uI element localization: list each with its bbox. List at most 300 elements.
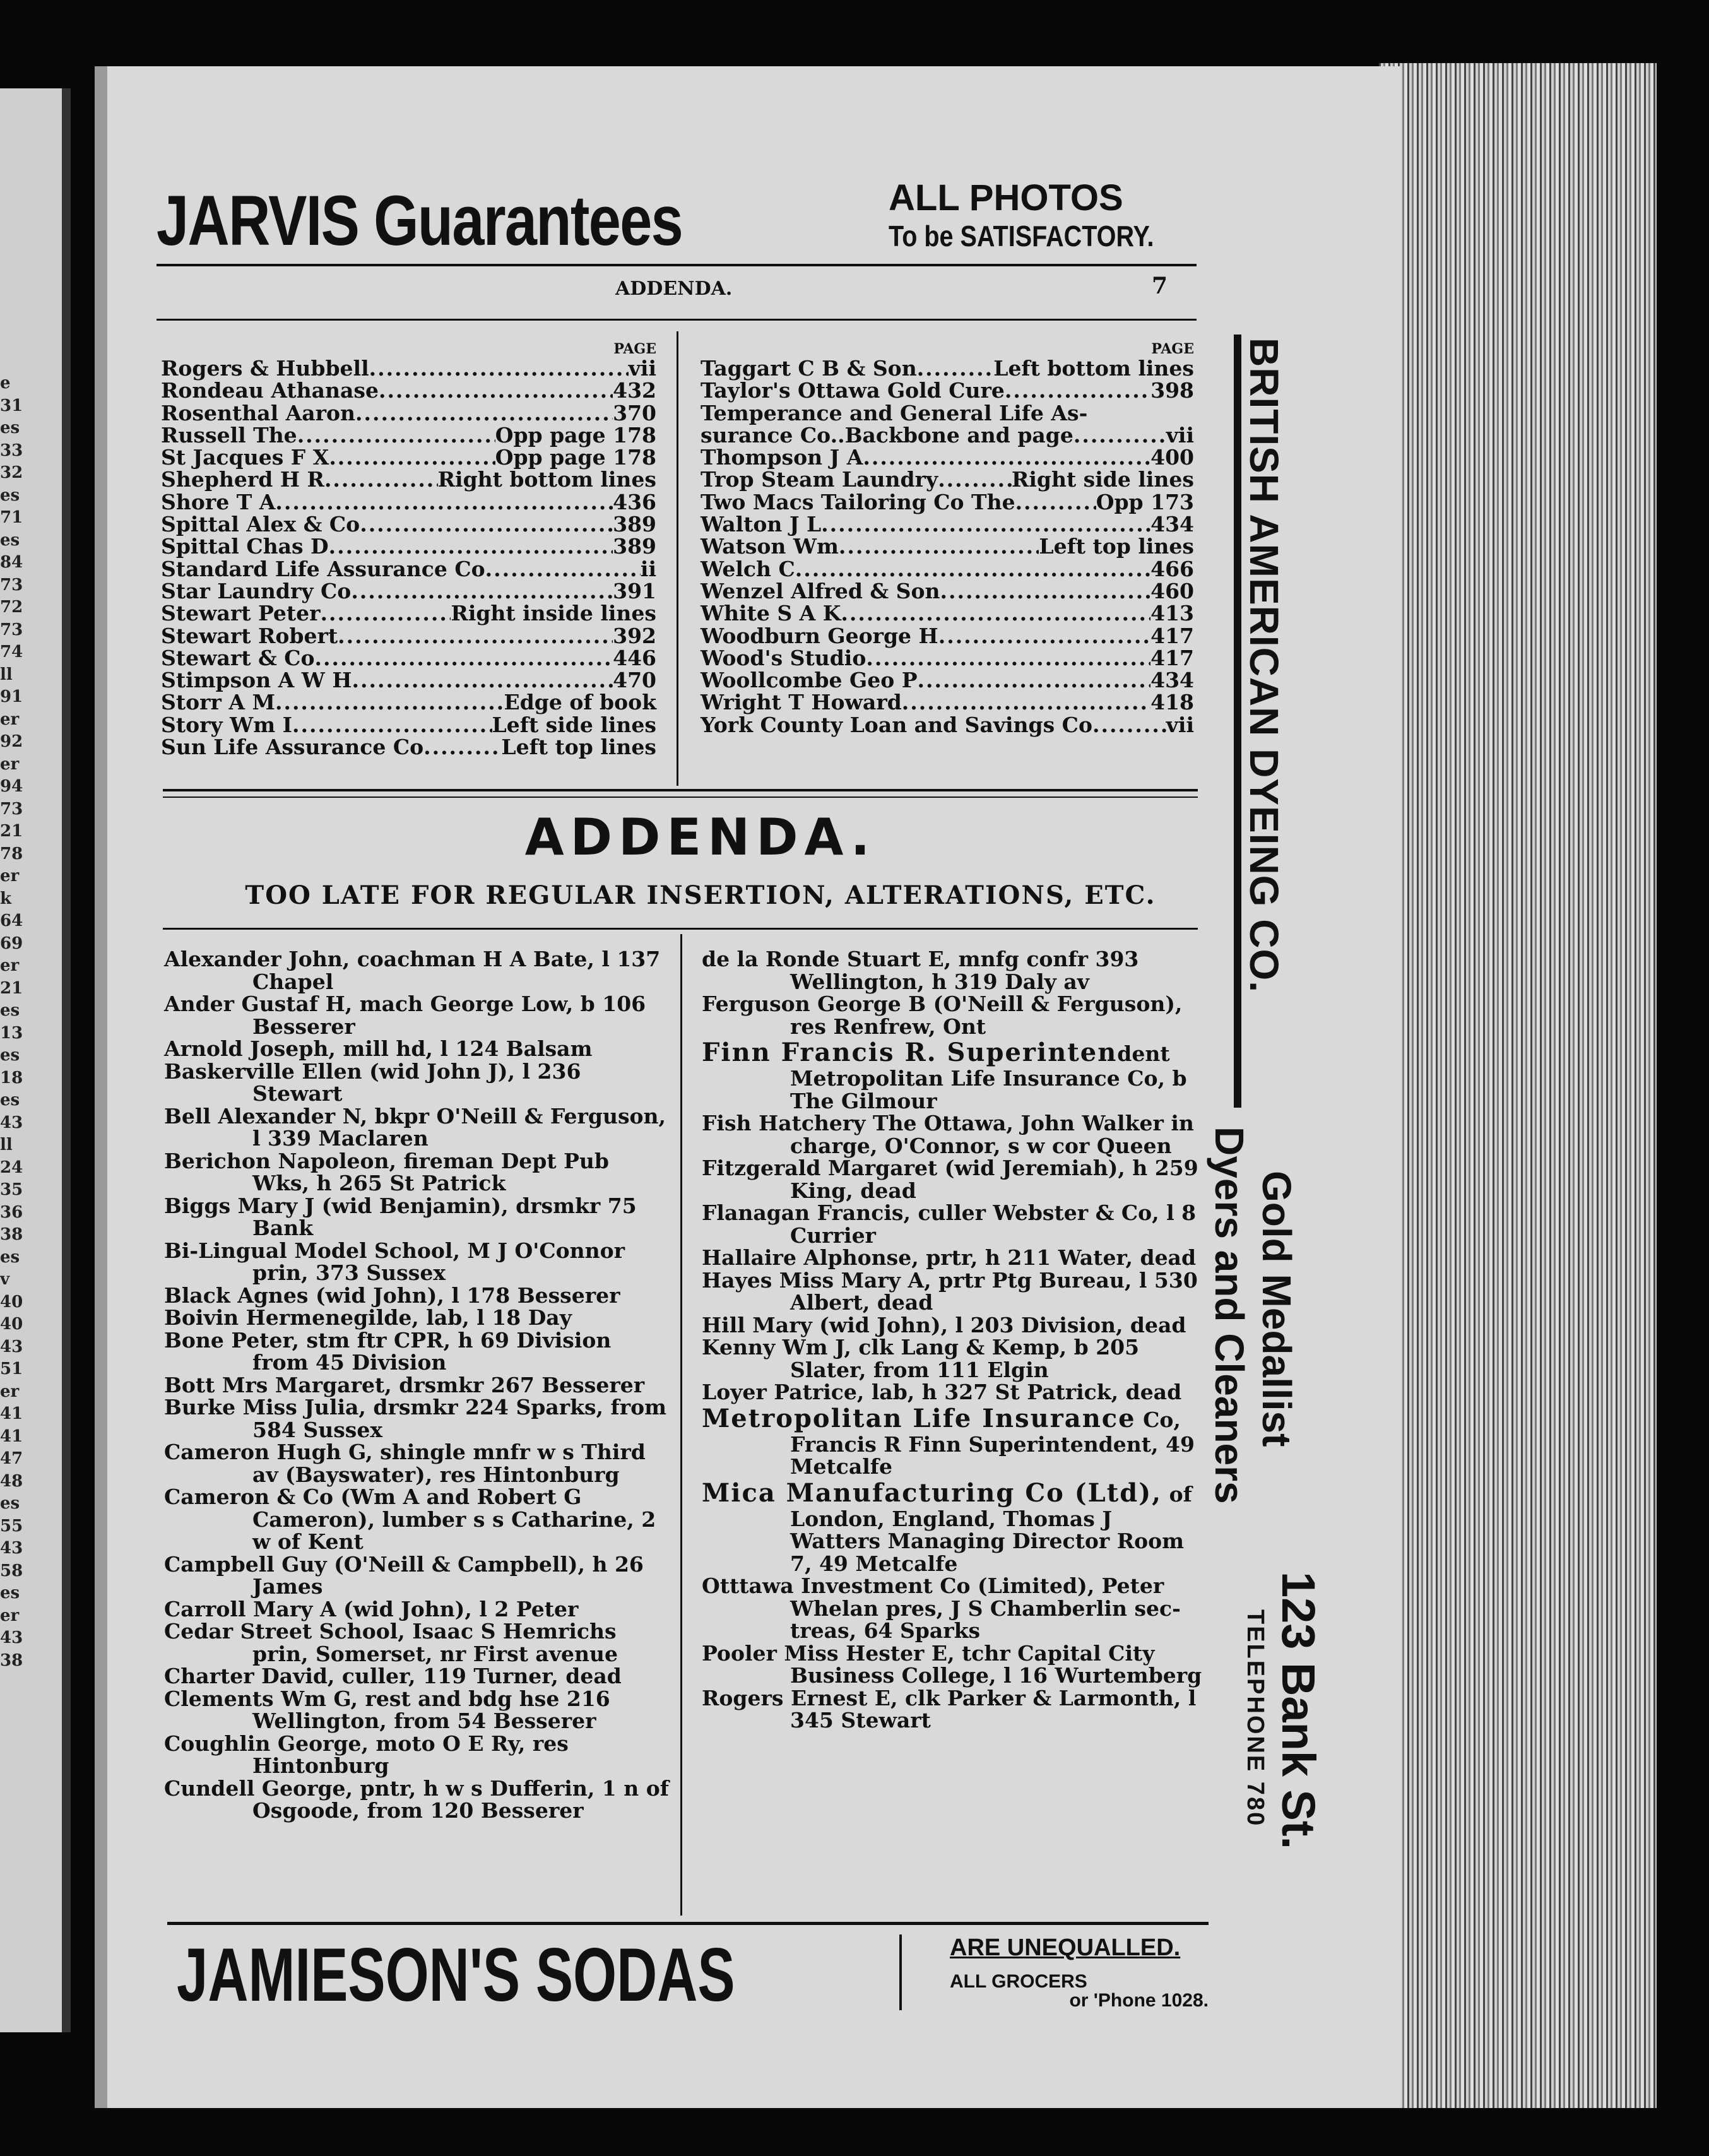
index-name: surance Co..Backbone and page (701, 422, 1073, 447)
index-leader-dots (275, 491, 613, 513)
left-page-fragment-line: k (0, 889, 12, 908)
index-name: York County Loan and Savings Co (701, 712, 1092, 737)
index-page: 432 (613, 378, 656, 403)
addenda-entry: Alexander John, coachman H A Bate, l 137 Chapel (164, 947, 661, 994)
addenda-subheading: TOO LATE FOR REGULAR INSERTION, ALTERATIONS, ETC. (245, 880, 1156, 910)
index-row (161, 402, 656, 424)
index-leader-dots (321, 602, 451, 624)
addenda-rule (163, 928, 1198, 930)
index-leader-dots (338, 625, 613, 647)
index-leader-dots (866, 647, 1150, 669)
addenda-entry-detail: prtr, h 211 Water, dead (918, 1245, 1197, 1270)
addenda-entry: Clements Wm G, rest and bdg hse 216 Wellington, from 54 Besserer (164, 1686, 610, 1733)
addenda-entry-name: Otttawa Investment Co (702, 1573, 971, 1598)
addenda-entry-name: Flanagan Francis, (702, 1200, 911, 1225)
left-page-fragment-line: er (0, 709, 20, 729)
side-ad-telephone: TELEPHONE 780 (1242, 1609, 1268, 1828)
left-page-fragment-line: 21 (0, 822, 23, 841)
addenda-entry: Bell Alexander N, bkpr O'Neill & Ferguson, l 339 Maclaren (164, 1103, 666, 1151)
index-row (701, 491, 1194, 513)
left-page-fragment-line: 73 (0, 620, 23, 639)
left-page-fragment-line: 18 (0, 1068, 23, 1087)
index-page: 391 (613, 578, 656, 603)
left-page-fragment-line: 55 (0, 1516, 23, 1536)
index-page: 417 (1150, 623, 1194, 648)
left-page-fragment-line: ll (0, 1135, 13, 1154)
left-page-fragment-line: 41 (0, 1426, 23, 1446)
left-page-fragment-line: er (0, 956, 20, 975)
left-page-fragment-line: 92 (0, 732, 23, 751)
left-page-fragment-line: 36 (0, 1202, 23, 1222)
index-row (701, 446, 1194, 468)
addenda-entry-detail: clk Parker & Larmonth, l 345 Stewart (790, 1685, 1197, 1732)
index-name: St Jacques F X (161, 445, 329, 470)
index-name: Wood's Studio (701, 645, 866, 670)
index-page: 446 (613, 645, 656, 670)
index-page: 434 (1150, 512, 1194, 537)
index-leader-dots (1092, 714, 1166, 736)
side-ad-dyers: Dyers and Cleaners (1207, 1127, 1252, 1504)
header-rule (157, 264, 1197, 266)
addenda-column-divider (680, 934, 682, 1916)
left-page-fragment-line: 31 (0, 396, 23, 415)
index-row (161, 424, 656, 446)
index-leader-dots (917, 357, 994, 379)
addenda-entry-name: Metropolitan Life Insurance (702, 1403, 1136, 1433)
left-page-fragment-line: 73 (0, 799, 23, 819)
page-stack-edge (1379, 63, 1657, 2108)
addenda-left-column (164, 948, 669, 1822)
addenda-entry (702, 1247, 1207, 1269)
addenda-entry: Bott Mrs Margaret, drsmkr 267 Besserer (164, 1372, 645, 1397)
index-row (161, 647, 656, 669)
index-row (161, 580, 656, 602)
addenda-entry-name: Loyer Patrice, (702, 1380, 865, 1404)
index-page: 470 (613, 668, 656, 693)
index-leader-dots (485, 558, 641, 580)
addenda-entry: Baskerville Ellen (wid John J), l 236 Stewart (164, 1058, 581, 1106)
book-edge-shadow (1657, 50, 1709, 2133)
index-name: Taggart C B & Son (701, 356, 917, 381)
left-page-fragment (0, 372, 25, 1672)
index-page: Right inside lines (451, 601, 656, 626)
index-bottom-rule (163, 789, 1198, 791)
addenda-entry: Boivin Hermenegilde, lab, l 18 Day (164, 1305, 572, 1330)
left-page-fragment-line: v (0, 1270, 10, 1289)
index-name: Thompson J A (701, 445, 863, 470)
addenda-entry (702, 1336, 1207, 1381)
left-page-fragment-line: 72 (0, 598, 23, 617)
addenda-entry: Coughlin George, moto O E Ry, res Hintonburg (164, 1731, 569, 1778)
index-name: White S A K (701, 601, 841, 626)
index-name: Wenzel Alfred & Son (701, 578, 940, 603)
index-row (161, 357, 656, 379)
left-page-fragment-line: 91 (0, 687, 23, 706)
index-name: Shore T A (161, 489, 276, 514)
addenda-entry-detail: mnfg confr 393 Wellington, h 319 Daly av (790, 947, 1139, 994)
addenda-entry-detail: lab, h 327 St Patrick, dead (864, 1380, 1182, 1404)
index-page: 370 (613, 400, 656, 425)
index-leader-dots (324, 468, 438, 490)
footer-ad-line1: ARE UNEQUALLED. (950, 1934, 1181, 1961)
addenda-entry-detail: (wid John), l 203 Division, dead (812, 1312, 1186, 1337)
index-leader-dots (940, 580, 1151, 602)
index-page: 389 (613, 534, 656, 559)
addenda-entry: Cedar Street School, Isaac S Hemrichs prin, Somerset, nr First avenue (164, 1619, 618, 1666)
index-row (701, 513, 1194, 535)
left-page-fragment-line: es (0, 1494, 20, 1513)
index-page: 400 (1150, 445, 1194, 470)
footer-ad-line2: ALL GROCERS (950, 1971, 1087, 1992)
index-page: 398 (1150, 378, 1194, 403)
addenda-entry: Black Agnes (wid John), l 178 Besserer (164, 1282, 620, 1308)
left-page-fragment-line: 38 (0, 1225, 23, 1244)
index-leader-dots (938, 468, 1012, 490)
index-leader-dots (292, 714, 492, 736)
index-row (161, 558, 656, 580)
index-page: ii (640, 556, 656, 581)
addenda-entry-detail: clk Lang & Kemp, b 205 Slater, from 111 Elgin (790, 1335, 1140, 1382)
addenda-entry-detail: prtr Ptg Bureau, l 530 Albert, dead (790, 1267, 1198, 1315)
addenda-entry: Ander Gustaf H, mach George Low, b 106 Besserer (164, 992, 646, 1039)
page-gutter (95, 66, 107, 2108)
index-name: Storr A M (161, 690, 275, 715)
index-page: vii (1166, 422, 1194, 447)
index-leader-dots (821, 513, 1150, 535)
running-head-title: ADDENDA. (615, 278, 733, 300)
addenda-entry-name: Hayes Miss Mary A, (702, 1267, 931, 1293)
index-page: Left top lines (1039, 534, 1194, 559)
index-leader-dots (379, 379, 613, 401)
index-name: Two Macs Tailoring Co The (701, 489, 1015, 514)
index-row (161, 625, 656, 647)
index-leader-dots (938, 625, 1150, 647)
index-name: Woollcombe Geo P (701, 668, 918, 693)
index-page: vii (1166, 712, 1194, 737)
left-page-fragment-line: e (0, 374, 11, 393)
index-leader-dots (918, 669, 1151, 691)
addenda-entry: Cameron & Co (Wm A and Robert G Cameron), lumber s s Catharine, 2 w of Kent (164, 1484, 656, 1554)
index-name: Spittal Chas D (161, 534, 329, 559)
left-page-fragment-line: 84 (0, 553, 23, 572)
index-page: Left top lines (501, 735, 656, 760)
index-leader-dots (355, 402, 613, 424)
left-page-fragment-line: es (0, 485, 20, 505)
left-page-fragment-line: 40 (0, 1292, 23, 1312)
left-page-fragment-line: 47 (0, 1449, 23, 1468)
left-page-fragment-line: 43 (0, 1337, 23, 1356)
left-page-fragment-line: 69 (0, 933, 23, 953)
addenda-entry-name: Hallaire Alphonse, (702, 1245, 919, 1270)
index-name: Story Wm I (161, 712, 293, 737)
index-row (701, 357, 1194, 379)
left-page-fragment-line: es (0, 530, 20, 550)
left-page-fragment-line: 41 (0, 1404, 23, 1423)
addenda-entry: Carroll Mary A (wid John), l 2 Peter (164, 1596, 579, 1621)
left-page-fragment-line: 43 (0, 1113, 23, 1132)
left-page-fragment-line: er (0, 1606, 20, 1625)
index-leader-dots (352, 669, 613, 691)
addenda-entry-detail: tchr Capital City Business College, l 16 Wurtemberg (790, 1640, 1202, 1688)
addenda-entry: Biggs Mary J (wid Benjamin), drsmkr 75 Bank (164, 1193, 637, 1240)
index-page: Edge of book (504, 690, 656, 715)
footer-ad-divider (899, 1934, 902, 2010)
index-leader-dots (369, 357, 629, 379)
addenda-entry-detail: (O'Neill & Ferguson), res Renfrew, Ont (790, 992, 1183, 1039)
addenda-entry-name: Ferguson George B (702, 992, 926, 1016)
index-row (701, 625, 1194, 647)
footer-rule (167, 1922, 1209, 1925)
addenda-entry (702, 1112, 1207, 1157)
index-row (701, 580, 1194, 602)
index-leader-dots (315, 647, 613, 669)
index-name: Rogers & Hubbell (161, 356, 369, 381)
index-name: Shepherd H R (161, 467, 324, 492)
index-row (161, 379, 656, 401)
index-page: vii (628, 356, 656, 381)
index-leader-dots (297, 424, 495, 446)
left-page-fragment-line: es (0, 1247, 20, 1267)
index-row (701, 535, 1194, 557)
addenda-entry (702, 1642, 1207, 1687)
left-page-fragment-line: es (0, 1046, 20, 1065)
addenda-entry (702, 1575, 1207, 1642)
addenda-entry-detail: (wid Jeremiah), h 259 King, dead (790, 1156, 1198, 1203)
index-row (161, 602, 656, 624)
index-name: Standard Life Assurance Co (161, 556, 485, 581)
index-leader-dots (841, 602, 1150, 624)
index-name: Rosenthal Aaron (161, 400, 356, 425)
left-page-fragment-line: 58 (0, 1561, 23, 1580)
index-row (161, 446, 656, 468)
index-column-divider (677, 331, 678, 786)
index-leader-dots (795, 558, 1150, 580)
index-leader-dots (351, 580, 613, 602)
index-row (161, 691, 656, 713)
addenda-entry (702, 1269, 1207, 1314)
index-leader-dots (1073, 424, 1166, 446)
addenda-entry (702, 1404, 1207, 1478)
page-number: 7 (1152, 273, 1168, 299)
left-page-fragment-line: 40 (0, 1315, 23, 1334)
index-leader-dots (329, 446, 495, 468)
left-page-fragment-line: er (0, 1382, 20, 1401)
addenda-entry-name: Kenny Wm J, (702, 1335, 851, 1359)
left-page-fragment-line: 13 (0, 1023, 23, 1043)
header-ad-line1: ALL PHOTOS (889, 177, 1123, 218)
index-row (161, 669, 656, 691)
index-page: 434 (1150, 668, 1194, 693)
left-page-fragment-line: er (0, 867, 20, 886)
index-page: 392 (613, 623, 656, 648)
addenda-entry-detail: culler Webster & Co, l 8 Currier (790, 1200, 1197, 1248)
index-page: Left side lines (492, 712, 656, 737)
addenda-entry (702, 1381, 1207, 1404)
side-ad-bank-street: 123 Bank St. (1272, 1572, 1325, 1850)
addenda-entry: Charter David, culler, 119 Turner, dead (164, 1664, 622, 1688)
index-page: Left bottom lines (993, 356, 1194, 381)
index-name: Temperance and General Life As- (701, 400, 1088, 425)
addenda-entry-name: Finn Francis R. Superinten (702, 1038, 1118, 1067)
addenda-entry: Arnold Joseph, mill hd, l 124 Balsam (164, 1036, 593, 1061)
header-advertisement (157, 161, 1198, 265)
footer-ad-grocers (950, 1972, 1209, 2010)
index-leader-dots (902, 691, 1150, 713)
index-row (161, 535, 656, 557)
addenda-entry: Cundell George, pntr, h w s Dufferin, 1 n of Osgoode, from 120 Besserer (164, 1775, 669, 1823)
side-ad-dyeing: BRITISH AMERICAN DYEING CO. (1241, 338, 1287, 993)
left-page-fragment-line: 38 (0, 1650, 23, 1670)
index-name: Woodburn George H (701, 623, 938, 648)
index-leader-dots (360, 513, 613, 535)
addenda-entry-name: Fitzgerald Margaret (702, 1156, 938, 1180)
addenda-entry: Cameron Hugh G, shingle mnfr w s Third av (Bayswater), res Hintonburg (164, 1440, 646, 1487)
index-row (161, 468, 656, 490)
left-page-fragment-line: es (0, 1584, 20, 1602)
index-left-column (161, 341, 656, 758)
index-name: Star Laundry Co (161, 578, 352, 603)
index-row (701, 647, 1194, 669)
index-row (161, 513, 656, 535)
left-page-fragment-line: 43 (0, 1628, 23, 1647)
left-page-fragment-line: 21 (0, 978, 23, 998)
addenda-entry (702, 1687, 1207, 1732)
addenda-entry (702, 1202, 1207, 1247)
addenda-entry-name: Rogers Ernest E, (702, 1685, 898, 1710)
index-name: Welch C (701, 556, 795, 581)
side-ad-bar (1234, 335, 1241, 1108)
index-leader-dots (839, 535, 1039, 557)
index-page: Opp page 178 (495, 445, 656, 470)
addenda-entry-name: Fish Hatchery The Ottawa, (702, 1111, 1014, 1135)
addenda-entry (702, 993, 1207, 1038)
index-row (701, 468, 1194, 490)
index-page: 413 (1150, 601, 1194, 626)
index-leader-dots (275, 691, 504, 713)
left-page-fragment-line: ll (0, 665, 13, 684)
index-row (701, 424, 1194, 446)
index-row (701, 602, 1194, 624)
left-page-fragment-line: 94 (0, 777, 23, 796)
index-name: Stewart Robert (161, 623, 338, 648)
index-row (701, 669, 1194, 691)
addenda-entry (702, 1314, 1207, 1337)
index-leader-dots (1015, 491, 1096, 513)
addenda-entry-name: Pooler Miss Hester E, (702, 1640, 955, 1666)
index-page: Right side lines (1011, 467, 1194, 492)
left-page-fragment-line: 78 (0, 844, 23, 863)
index-bottom-rule-thin (163, 797, 1198, 798)
addenda-entry-detail: dent Metropolitan Life Insurance Co, b The Gilmour (790, 1041, 1187, 1113)
index-row (161, 736, 656, 758)
addenda-entry: Burke Miss Julia, drsmkr 224 Sparks, from 584 Sussex (164, 1395, 667, 1442)
addenda-entry: Campbell Guy (O'Neill & Campbell), h 26 James (164, 1551, 644, 1599)
index-row (701, 379, 1194, 401)
index-name: Stewart Peter (161, 601, 321, 626)
left-page-fragment-line: 74 (0, 643, 23, 661)
index-row (161, 714, 656, 736)
left-page-edge (0, 88, 71, 2032)
page-column-label: PAGE (613, 341, 656, 357)
addenda-entry (702, 948, 1207, 993)
running-head-rule (157, 319, 1197, 321)
index-row (161, 491, 656, 513)
addenda-entry (702, 1038, 1207, 1112)
left-page-gutter (62, 88, 71, 2032)
addenda-entry-detail: John Walker in charge, O'Connor, s w cor Queen (790, 1111, 1194, 1158)
footer-ad-main: JAMIESON'S SODAS (177, 1933, 735, 2017)
index-leader-dots (423, 736, 501, 758)
index-name: Spittal Alex & Co (161, 512, 360, 537)
left-page-fragment-line: es (0, 1001, 20, 1020)
left-page-fragment-line: 32 (0, 463, 23, 482)
index-name: Stewart & Co (161, 645, 315, 670)
index-page: Right bottom lines (437, 467, 656, 492)
addenda-entry-detail: Co, Francis R Finn Superintendent, 49 Metcalfe (790, 1407, 1195, 1479)
index-page: 417 (1150, 645, 1194, 670)
page-column-label-right: PAGE (1151, 341, 1194, 357)
addenda-right-column (702, 948, 1207, 1732)
addenda-entry-detail: of London, England, Thomas J Watters Managing Director Room 7, 49 Metcalfe (790, 1481, 1192, 1576)
index-page: 418 (1150, 690, 1194, 715)
index-leader-dots (1005, 379, 1150, 401)
left-page-fragment-line: 24 (0, 1158, 23, 1177)
addenda-entry-name: de la Ronde Stuart E, (702, 947, 952, 971)
index-name: Rondeau Athanase (161, 378, 379, 403)
addenda-entry-detail: (Limited), Peter Whelan pres, J S Chamberlin sec-treas, 64 Sparks (790, 1573, 1181, 1643)
index-name: Russell The (161, 422, 297, 447)
index-row (701, 714, 1194, 736)
left-page-fragment-line: es (0, 1091, 20, 1110)
left-page-fragment-line: 71 (0, 508, 23, 527)
left-page-fragment-line: 48 (0, 1471, 23, 1491)
addenda-entry (702, 1478, 1207, 1575)
index-name: Taylor's Ottawa Gold Cure (701, 378, 1005, 403)
left-page-fragment-line: 73 (0, 575, 23, 595)
left-page-fragment-line: er (0, 754, 20, 774)
side-ad-gold-medallist: Gold Medallist (1254, 1171, 1299, 1447)
index-name: Watson Wm (701, 534, 839, 559)
left-page-fragment-line: 51 (0, 1359, 23, 1378)
left-page-fragment-line: 43 (0, 1539, 23, 1558)
addenda-entry (702, 1157, 1207, 1202)
index-page: 460 (1150, 578, 1194, 603)
left-page-fragment-line: 35 (0, 1180, 23, 1199)
addenda-heading: ADDENDA. (524, 808, 877, 867)
addenda-entry: Bi-Lingual Model School, M J O'Connor prin, 373 Sussex (164, 1238, 625, 1285)
index-row (701, 558, 1194, 580)
index-page: 436 (613, 489, 656, 514)
index-page: Opp 173 (1096, 489, 1194, 514)
index-page: Opp page 178 (495, 422, 656, 447)
index-page: 389 (613, 512, 656, 537)
index-name: Walton J L (701, 512, 822, 537)
index-name: Stimpson A W H (161, 668, 352, 693)
index-row (701, 691, 1194, 713)
addenda-entry-name: Hill Mary (702, 1312, 812, 1337)
left-page-fragment-line: es (0, 418, 20, 437)
index-name: Wright T Howard (701, 690, 902, 715)
addenda-entry: Bone Peter, stm ftr CPR, h 69 Division from 45 Division (164, 1327, 612, 1375)
addenda-entry-name: Mica Manufacturing Co (Ltd), (702, 1478, 1162, 1508)
footer-ad-line3: or 'Phone 1028. (1069, 1990, 1209, 2011)
index-page: 466 (1150, 556, 1194, 581)
header-ad-line2: To be SATISFACTORY. (889, 220, 1154, 252)
index-row (701, 402, 1194, 424)
index-name: Sun Life Assurance Co (161, 735, 424, 760)
index-name: Trop Steam Laundry (701, 467, 938, 492)
index-right-column (701, 341, 1194, 736)
